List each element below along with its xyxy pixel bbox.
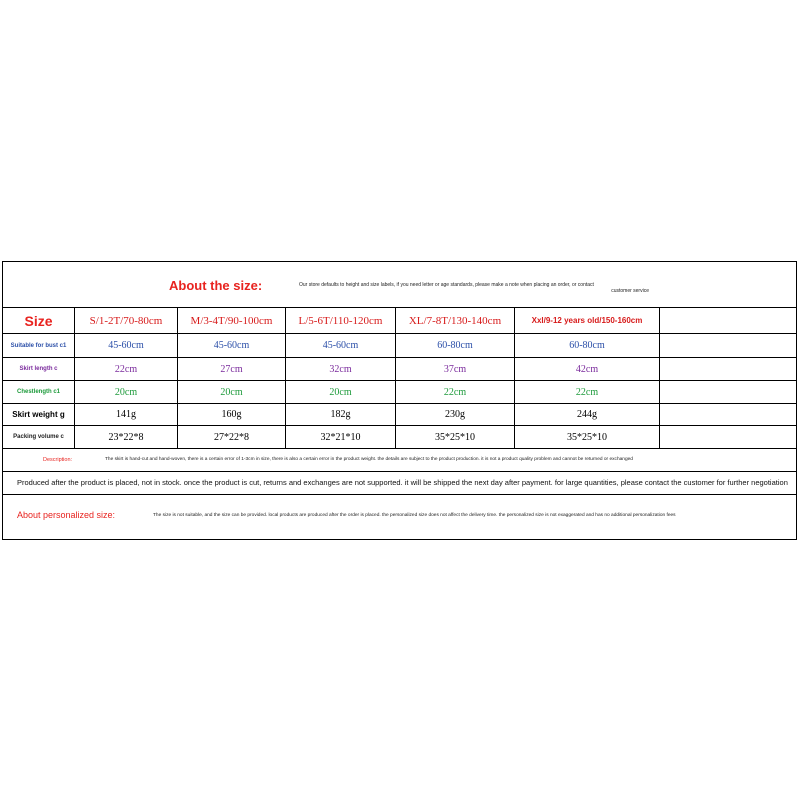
row-label-skirt-weight: Skirt weight g [3, 404, 75, 425]
table-cell: 35*25*10 [396, 426, 515, 448]
table-cell: 20cm [178, 381, 286, 403]
personalized-size-text: The size is not suitable, and the size can be provided. local products are produced after the order is placed. the personalized size does not affect the delivery time. the personalized size is not exaggerated and has no additional personalization fees [153, 513, 676, 518]
description-label: Description: [43, 457, 73, 463]
table-cell: 60-80cm [396, 334, 515, 357]
size-header-xxl: Xxl/9-12 years old/150-160cm [515, 308, 660, 333]
description-text: The skirt is hand-cut and hand-woven, there is a certain error of 1-3cm in size, there is also a certain error in the product weight. the details are subject to the product production. it is not a product quality problem and cannot be returned or exchanged [105, 457, 633, 462]
empty-cell [660, 334, 798, 357]
size-label-note [299, 282, 649, 294]
table-row-packing-volume [3, 426, 796, 449]
size-header-s: S/1-2T/70-80cm [75, 308, 178, 333]
size-label-note-line1: Our store defaults to height and size labels, if you need letter or age standards, please make a note when placing an order, or contact [299, 282, 594, 288]
table-cell: 32*21*10 [286, 426, 396, 448]
table-row-bust [3, 334, 796, 358]
size-label: Size [3, 308, 75, 333]
table-cell: 35*25*10 [515, 426, 660, 448]
empty-cell [660, 404, 798, 425]
table-cell: 22cm [515, 381, 660, 403]
empty-cell [660, 381, 798, 403]
produced-note-row [3, 472, 796, 495]
table-cell: 60-80cm [515, 334, 660, 357]
table-cell: 27*22*8 [178, 426, 286, 448]
empty-cell [660, 426, 798, 448]
table-cell: 160g [178, 404, 286, 425]
title-row [3, 262, 796, 308]
size-header-row [3, 308, 796, 334]
size-label-note-line2: customer service [611, 288, 649, 294]
size-chart-table [2, 261, 797, 540]
table-row-skirt-length [3, 358, 796, 381]
table-row-skirt-weight [3, 404, 796, 426]
size-header-m: M/3-4T/90-100cm [178, 308, 286, 333]
table-cell: 45-60cm [178, 334, 286, 357]
table-cell: 182g [286, 404, 396, 425]
table-cell: 244g [515, 404, 660, 425]
table-cell: 20cm [286, 381, 396, 403]
table-cell: 45-60cm [75, 334, 178, 357]
empty-cell [660, 308, 798, 333]
description-row [3, 449, 796, 472]
personalized-size-row [3, 495, 796, 538]
empty-cell [660, 358, 798, 380]
table-cell: 20cm [75, 381, 178, 403]
table-cell: 37cm [396, 358, 515, 380]
table-cell: 45-60cm [286, 334, 396, 357]
row-label-packing-volume: Packing volume c [3, 426, 75, 448]
produced-note-text: Produced after the product is placed, not in stock. once the product is cut, returns and exchanges are not supported. it will be shipped the next day after payment. for large quantities, please contact the customer for further negotiation [17, 478, 788, 487]
row-label-bust: Suitable for bust c1 [3, 334, 75, 357]
row-label-skirt-length: Skirt length c [3, 358, 75, 380]
table-row-chest-length [3, 381, 796, 404]
table-cell: 42cm [515, 358, 660, 380]
personalized-size-label: About personalized size: [17, 510, 116, 520]
row-label-chest-length: Chestlength c1 [3, 381, 75, 403]
table-cell: 27cm [178, 358, 286, 380]
table-cell: 22cm [396, 381, 515, 403]
about-size-heading: About the size: [169, 278, 263, 293]
table-cell: 32cm [286, 358, 396, 380]
size-header-l: L/5-6T/110-120cm [286, 308, 396, 333]
size-header-xl: XL/7-8T/130-140cm [396, 308, 515, 333]
table-cell: 141g [75, 404, 178, 425]
table-cell: 23*22*8 [75, 426, 178, 448]
table-cell: 230g [396, 404, 515, 425]
table-cell: 22cm [75, 358, 178, 380]
